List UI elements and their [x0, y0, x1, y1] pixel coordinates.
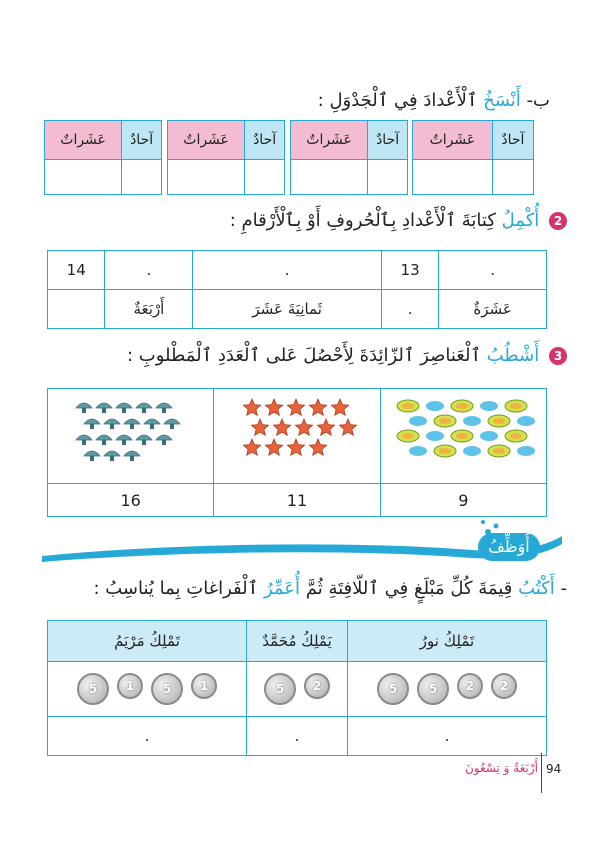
- table-cell[interactable]: .: [105, 251, 193, 290]
- table-cell: 14: [48, 251, 105, 290]
- target-number: 11: [214, 484, 380, 517]
- table-cell[interactable]: [48, 290, 105, 329]
- section-4-text-end: ٱلْفَراغاتِ بِما يُناسِبُ :: [93, 578, 259, 599]
- starfish-icon: [243, 439, 260, 455]
- tens-header: عَشَراتٌ: [413, 121, 493, 160]
- melon-slice-icon: [488, 445, 510, 457]
- melon-slice-icon: [409, 446, 427, 456]
- starfish-icon: [317, 419, 334, 435]
- melon-slice-icon: [505, 400, 527, 412]
- melon-group[interactable]: [380, 389, 546, 484]
- shell-icon: [96, 435, 112, 445]
- apply-section-badge: أُوَظِّفُ: [478, 533, 540, 561]
- starfish-icon: [287, 399, 304, 415]
- starfish-icon: [222, 394, 372, 474]
- tens-units-table-4: [44, 120, 162, 195]
- tens-units-table-1: [412, 120, 534, 195]
- page-number-words: أَرْبَعَةٌ وَ تِسْعُونَ: [465, 761, 538, 775]
- units-cell[interactable]: [368, 160, 408, 195]
- coin-icon: 1: [117, 673, 143, 699]
- units-header: آحادٌ: [245, 121, 285, 160]
- starfish-icon: [265, 439, 282, 455]
- tens-cell[interactable]: [45, 160, 122, 195]
- coins-nour: [347, 662, 546, 717]
- coin-icon: 5: [151, 673, 183, 705]
- exercise-number-badge: 3: [549, 347, 567, 365]
- units-header: آحادٌ: [122, 121, 162, 160]
- page-number: 94: [546, 762, 562, 776]
- section-3-text: ٱلْعَناصِرَ ٱلزّائِدَةَ لِأَحْصُلَ عَلى ٱلْعَدَدِ ٱلْمَطْلوبِ :: [126, 345, 481, 366]
- tens-header: عَشَراتٌ: [291, 121, 368, 160]
- section-2-heading: [230, 210, 567, 231]
- starfish-icon: [265, 399, 282, 415]
- owner-header-mohamed: يَمْلِكُ مُحَمَّدٌ: [247, 621, 348, 662]
- melon-slice-icon: [409, 416, 427, 426]
- section-2-text: كِتابَةَ ٱلْأَعْدادِ بِٱلْحُروفِ أَوْ بِٱلْأَرْقامِ :: [229, 210, 496, 231]
- target-number: 16: [48, 484, 214, 517]
- exercise-number-badge: 2: [549, 212, 567, 230]
- table-cell: أَرْبَعَةٌ: [105, 290, 193, 329]
- shell-icon: [116, 435, 132, 445]
- section-4-prefix: -: [560, 578, 567, 599]
- starfish-icon: [331, 399, 348, 415]
- melon-slice-icon: [451, 430, 473, 442]
- tens-units-table-3: [167, 120, 285, 195]
- tens-cell[interactable]: [291, 160, 368, 195]
- melon-slice-icon: [388, 394, 538, 474]
- section-4-text: قِيمَةَ كُلِّ مَبْلَغٍ فِي ٱللّافِتَةِ ثُمَّ: [305, 578, 513, 599]
- coin-icon: 1: [191, 673, 217, 699]
- melon-slice-icon: [517, 446, 535, 456]
- section-3-verb: أَشْطُبُ: [486, 345, 540, 366]
- shell-group[interactable]: [48, 389, 214, 484]
- shell-icon: [124, 419, 140, 429]
- section-4-verb2: أُعَمِّرُ: [263, 578, 301, 599]
- starfish-icon: [309, 439, 326, 455]
- table-cell: 13: [381, 251, 438, 290]
- coin-icon: 5: [377, 673, 409, 705]
- starfish-group[interactable]: [214, 389, 380, 484]
- shell-icon: [76, 435, 92, 445]
- shell-icon: [144, 419, 160, 429]
- section-b-verb: أَنْسَخُ: [483, 90, 521, 111]
- section-2-verb: أُكْمِلُ: [501, 210, 540, 231]
- coins-table: [47, 620, 547, 756]
- tens-units-table-2: [290, 120, 408, 195]
- owner-header-nour: تَمْلِكُ نورُ: [347, 621, 546, 662]
- tens-cell[interactable]: [413, 160, 493, 195]
- tens-header: عَشَراتٌ: [45, 121, 122, 160]
- amount-answer[interactable]: .: [347, 717, 546, 756]
- melon-slice-icon: [463, 416, 481, 426]
- coin-icon: 2: [491, 673, 517, 699]
- section-4-heading: [93, 578, 567, 599]
- melon-slice-icon: [480, 401, 498, 411]
- coins-maryam: [48, 662, 247, 717]
- units-cell[interactable]: [245, 160, 285, 195]
- melon-slice-icon: [434, 415, 456, 427]
- target-number: 9: [380, 484, 546, 517]
- melon-slice-icon: [505, 430, 527, 442]
- coin-icon: 5: [417, 673, 449, 705]
- shell-icon: [164, 419, 180, 429]
- table-cell[interactable]: .: [193, 251, 381, 290]
- shell-icon: [76, 403, 92, 413]
- melon-slice-icon: [451, 400, 473, 412]
- melon-slice-icon: [397, 430, 419, 442]
- shell-icon: [156, 435, 172, 445]
- starfish-icon: [273, 419, 290, 435]
- table-cell[interactable]: .: [439, 251, 547, 290]
- units-header: آحادٌ: [368, 121, 408, 160]
- melon-slice-icon: [480, 431, 498, 441]
- page-number-divider: [541, 753, 542, 793]
- melon-slice-icon: [463, 446, 481, 456]
- amount-answer[interactable]: .: [247, 717, 348, 756]
- shell-icon: [136, 435, 152, 445]
- section-b-prefix: ب-: [526, 90, 550, 111]
- units-header: آحادٌ: [492, 121, 533, 160]
- coins-mohamed: [247, 662, 348, 717]
- melon-slice-icon: [426, 401, 444, 411]
- shell-icon: [136, 403, 152, 413]
- cross-out-table: [47, 388, 547, 517]
- units-cell[interactable]: [122, 160, 162, 195]
- table-cell[interactable]: .: [381, 290, 438, 329]
- starfish-icon: [243, 399, 260, 415]
- starfish-icon: [339, 419, 356, 435]
- melon-slice-icon: [426, 431, 444, 441]
- tens-cell[interactable]: [168, 160, 245, 195]
- table-cell: عَشَرَةٌ: [439, 290, 547, 329]
- starfish-icon: [295, 419, 312, 435]
- shell-icon: [84, 451, 100, 461]
- numbers-words-table: [47, 250, 547, 329]
- melon-slice-icon: [397, 400, 419, 412]
- coin-icon: 2: [457, 673, 483, 699]
- starfish-icon: [287, 439, 304, 455]
- melon-slice-icon: [517, 416, 535, 426]
- tens-header: عَشَراتٌ: [168, 121, 245, 160]
- shell-icon: [84, 419, 100, 429]
- shell-icon: [104, 451, 120, 461]
- coin-icon: 5: [264, 673, 296, 705]
- shell-icon: [96, 403, 112, 413]
- shell-icon: [104, 419, 120, 429]
- shell-icon: [124, 451, 140, 461]
- table-row: [48, 251, 547, 290]
- coin-icon: 2: [304, 673, 330, 699]
- shell-icon: [56, 394, 206, 474]
- units-cell[interactable]: [492, 160, 533, 195]
- coin-icon: 5: [77, 673, 109, 705]
- starfish-icon: [251, 419, 268, 435]
- section-b-text: ٱلْأَعْدادَ فِي ٱلْجَدْوَلِ :: [317, 90, 478, 111]
- table-row: [48, 290, 547, 329]
- owner-header-maryam: تَمْلِكُ مَرْيَمُ: [48, 621, 247, 662]
- melon-slice-icon: [488, 415, 510, 427]
- amount-answer[interactable]: .: [48, 717, 247, 756]
- shell-icon: [116, 403, 132, 413]
- section-b-heading: [150, 90, 550, 111]
- starfish-icon: [309, 399, 326, 415]
- section-3-heading: [127, 345, 567, 366]
- section-4-verb1: أَكْتُبُ: [518, 578, 555, 599]
- shell-icon: [156, 403, 172, 413]
- melon-slice-icon: [434, 445, 456, 457]
- table-cell: ثَمانِيَةَ عَشَرَ: [193, 290, 381, 329]
